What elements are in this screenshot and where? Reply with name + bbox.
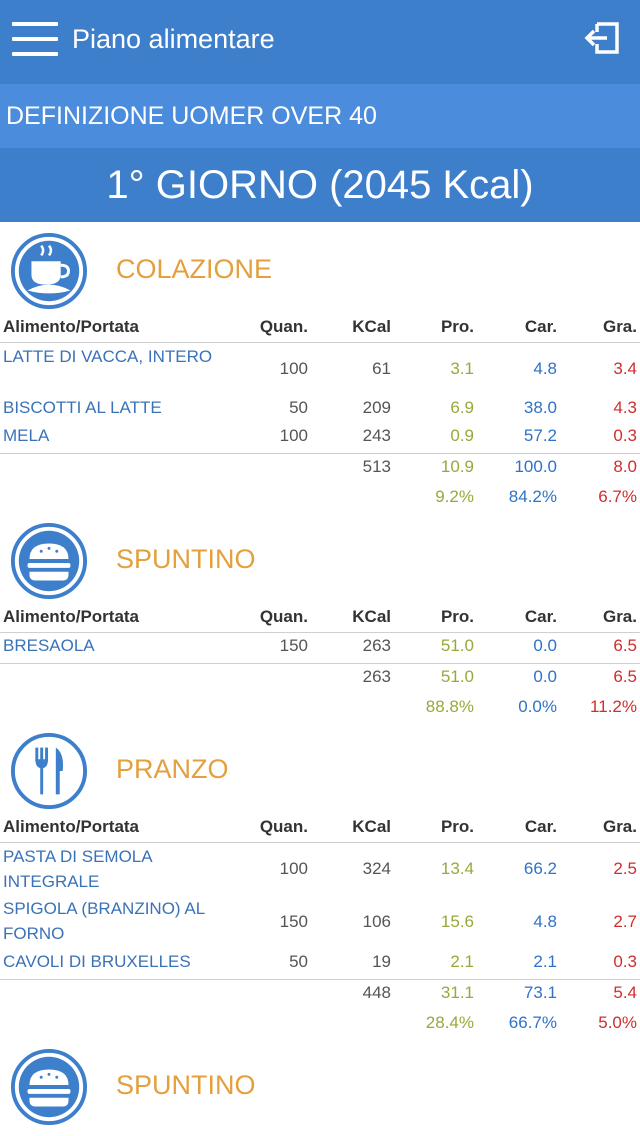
food-kcal: 263 <box>362 636 391 655</box>
day-title: 1° GIORNO (2045 Kcal) <box>106 163 534 207</box>
meal-section-pranzo <box>0 722 640 1040</box>
meal-header <box>0 1038 640 1128</box>
food-pro: 13.4 <box>440 859 474 878</box>
table-row[interactable] <box>0 949 640 979</box>
food-gra: 0.3 <box>613 426 637 445</box>
food-pro: 3.1 <box>450 359 474 378</box>
percent-row <box>0 1010 640 1040</box>
col-name: Alimento/Portata <box>3 817 140 836</box>
food-name: MELA <box>3 426 50 445</box>
fork-knife-icon <box>10 732 88 810</box>
food-car: 38.0 <box>523 398 557 417</box>
total-gra: 8.0 <box>613 457 637 476</box>
col-name: Alimento/Portata <box>3 607 140 626</box>
table-row[interactable] <box>0 843 640 895</box>
col-kcal: KCal <box>352 607 391 626</box>
table-row[interactable] <box>0 395 640 423</box>
col-qty: Quan. <box>259 607 308 626</box>
food-car: 4.8 <box>533 912 557 931</box>
percent-car: 66.7% <box>508 1013 557 1032</box>
food-name: BRESAOLA <box>3 636 95 655</box>
col-car: Car. <box>524 817 557 836</box>
table-row[interactable] <box>0 895 640 949</box>
food-gra: 2.5 <box>613 859 637 878</box>
col-pro: Pro. <box>440 317 474 336</box>
food-kcal: 106 <box>362 912 391 931</box>
food-qty: 100 <box>279 426 308 445</box>
logout-icon[interactable] <box>583 18 623 58</box>
col-qty: Quan. <box>259 317 308 336</box>
col-qty: Quan. <box>259 817 308 836</box>
percent-gra: 5.0% <box>598 1013 637 1032</box>
food-pro: 0.9 <box>450 426 474 445</box>
coffee-croissant-icon <box>10 232 88 310</box>
food-car: 0.0 <box>533 636 557 655</box>
food-pro: 51.0 <box>440 636 474 655</box>
food-car: 2.1 <box>533 952 557 971</box>
food-kcal: 209 <box>362 398 391 417</box>
col-pro: Pro. <box>440 607 474 626</box>
col-kcal: KCal <box>352 317 391 336</box>
table-header <box>0 312 640 343</box>
table-row[interactable] <box>0 343 640 395</box>
total-pro: 10.9 <box>440 457 474 476</box>
app-title: Piano alimentare <box>72 24 275 54</box>
food-pro: 15.6 <box>440 912 474 931</box>
total-gra: 6.5 <box>613 667 637 686</box>
app-bar <box>0 0 640 84</box>
percent-gra: 11.2% <box>590 697 637 716</box>
total-pro: 51.0 <box>440 667 474 686</box>
food-qty: 50 <box>289 952 308 971</box>
table-row[interactable] <box>0 633 640 663</box>
percent-pro: 88.8% <box>425 697 474 716</box>
burger-icon <box>10 1048 88 1126</box>
total-kcal: 263 <box>362 667 391 686</box>
food-pro: 2.1 <box>450 952 474 971</box>
food-car: 4.8 <box>533 359 557 378</box>
food-kcal: 243 <box>362 426 391 445</box>
food-kcal: 19 <box>372 952 391 971</box>
food-name: CAVOLI DI BRUXELLES <box>3 952 191 971</box>
col-gra: Gra. <box>602 317 637 336</box>
percent-car: 84.2% <box>508 487 557 506</box>
col-pro: Pro. <box>440 817 474 836</box>
meal-title: SPUNTINO <box>116 1070 256 1100</box>
food-qty: 150 <box>279 636 308 655</box>
plan-header <box>0 84 640 148</box>
col-name: Alimento/Portata <box>3 317 140 336</box>
food-qty: 100 <box>279 859 308 878</box>
food-qty: 50 <box>289 398 308 417</box>
plan-title: DEFINIZIONE UOMER OVER 40 <box>6 102 377 130</box>
day-header <box>0 148 640 222</box>
food-name: SPIGOLA (BRANZINO) AL FORNO <box>3 899 205 943</box>
meal-header <box>0 512 640 602</box>
food-gra: 2.7 <box>613 912 637 931</box>
food-kcal: 324 <box>362 859 391 878</box>
food-qty: 100 <box>279 359 308 378</box>
percent-pro: 9.2% <box>435 487 474 506</box>
hamburger-menu-icon[interactable] <box>12 22 58 56</box>
table-header <box>0 812 640 843</box>
col-gra: Gra. <box>602 607 637 626</box>
meal-title: SPUNTINO <box>116 544 256 574</box>
food-gra: 3.4 <box>613 359 637 378</box>
meal-header <box>0 222 640 312</box>
meal-section-colazione <box>0 222 640 514</box>
meal-title: COLAZIONE <box>116 254 273 284</box>
food-gra: 6.5 <box>613 636 637 655</box>
food-name: BISCOTTI AL LATTE <box>3 398 162 417</box>
table-header <box>0 602 640 633</box>
percent-car: 0.0% <box>518 697 557 716</box>
percent-pro: 28.4% <box>425 1013 474 1032</box>
total-car: 73.1 <box>523 983 557 1002</box>
total-car: 100.0 <box>514 457 557 476</box>
food-car: 66.2 <box>523 859 557 878</box>
col-kcal: KCal <box>352 817 391 836</box>
percent-row <box>0 484 640 514</box>
col-gra: Gra. <box>602 817 637 836</box>
meal-section-spuntino-2 <box>0 1038 640 1128</box>
col-car: Car. <box>524 317 557 336</box>
burger-icon <box>10 522 88 600</box>
totals-row <box>0 453 640 484</box>
food-qty: 150 <box>279 912 308 931</box>
table-row[interactable] <box>0 423 640 453</box>
totals-row <box>0 663 640 694</box>
meal-section-spuntino <box>0 512 640 724</box>
total-car: 0.0 <box>533 667 557 686</box>
total-kcal: 448 <box>362 983 391 1002</box>
meal-header <box>0 722 640 812</box>
total-gra: 5.4 <box>613 983 637 1002</box>
totals-row <box>0 979 640 1010</box>
food-name: LATTE DI VACCA, INTERO <box>3 347 213 366</box>
food-gra: 0.3 <box>613 952 637 971</box>
total-kcal: 513 <box>362 457 391 476</box>
percent-row <box>0 694 640 724</box>
col-car: Car. <box>524 607 557 626</box>
food-car: 57.2 <box>523 426 557 445</box>
total-pro: 31.1 <box>440 983 474 1002</box>
percent-gra: 6.7% <box>598 487 637 506</box>
meal-title: PRANZO <box>116 754 229 784</box>
food-name: PASTA DI SEMOLA INTEGRALE <box>3 847 152 891</box>
food-gra: 4.3 <box>613 398 637 417</box>
food-pro: 6.9 <box>450 398 474 417</box>
food-kcal: 61 <box>372 359 391 378</box>
